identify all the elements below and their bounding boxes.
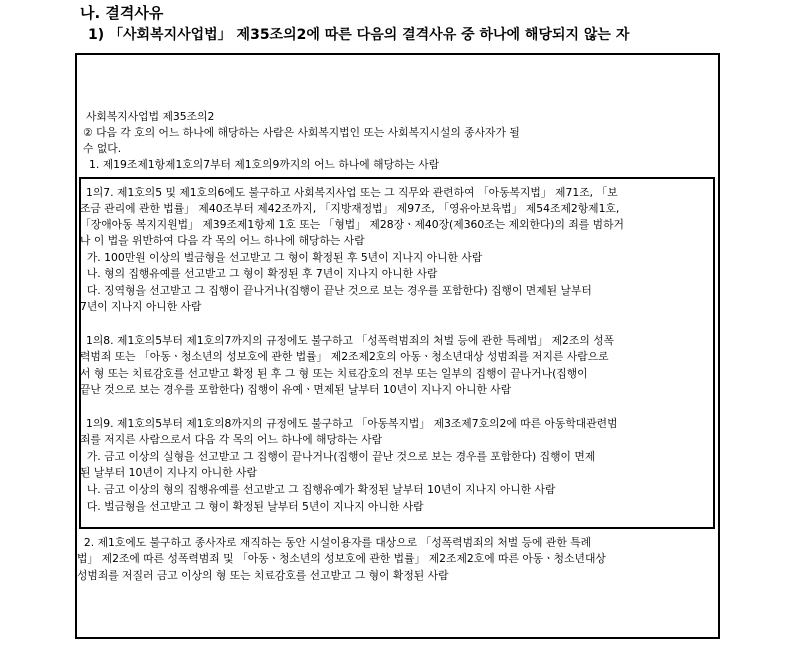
paragraph-2-line-1: ② 다음 각 호의 어느 하나에 해당하는 사람은 사회복지법인 또는 사회복지시설의 종사자가 될 <box>83 126 520 139</box>
subitem-1-9-line: 가. 금고 이상의 실형을 선고받고 그 집행이 끝나거나(집행이 끝난 것으로 보는 경우를 포함한다) 집행이 면제 <box>80 450 596 463</box>
subitem-1-9-line: 된 날부터 10년이 지나지 아니한 사람 <box>80 466 257 479</box>
item-2-line: 2. 제1호에도 불구하고 종사자로 재직하는 동안 시설이용자를 대상으로 「성폭력범죄의 처벌 등에 관한 특례 <box>77 536 592 549</box>
section-title: 나. 결격사유 <box>80 4 164 22</box>
subitem-1-9-line: 다. 벌금형을 선고받고 그 형이 확정된 날부터 5년이 지나지 아니한 사람 <box>80 500 424 513</box>
law-heading: 사회복지사업법 제35조의2 <box>86 110 215 123</box>
item-1: 1. 제19조제1항제1호의7부터 제1호의9까지의 어느 하나에 해당하는 사람 <box>89 158 440 171</box>
item-2-line: 성범죄를 저질러 금고 이상의 형 또는 치료감호를 선고받고 그 형이 확정된 사람 <box>77 569 449 582</box>
subitem-1-9-line: 1의9. 제1호의5부터 제1호의8까지의 규정에도 불구하고 「아동복지법」 제3조제7호의2에 따른 아동학대관련범 <box>86 417 618 430</box>
subitem-1-8-line: 서 형 또는 치료감호를 선고받고 확정 된 후 그 형 또는 치료감호의 전부 또는 일부의 집행이 끝나거나(집행이 <box>80 367 588 380</box>
subitem-1-7-line: 가. 100만원 이상의 벌금형을 선고받고 그 형이 확정된 후 5년이 지나지 아니한 사람 <box>80 251 483 264</box>
subitem-1-7-line: 나. 형의 집행유예를 선고받고 그 형이 확정된 후 7년이 지나지 아니한 사람 <box>80 267 438 280</box>
subitem-1-7-line: 나 이 법을 위반하여 다음 각 목의 어느 하나에 해당하는 사람 <box>80 234 365 247</box>
subitem-1-8-line: 1의8. 제1호의5부터 제1호의7까지의 규정에도 불구하고 「성폭력범죄의 처벌 등에 관한 특례법」 제2조의 성폭 <box>86 334 615 347</box>
subitem-1-9-line: 죄를 저지른 사람으로서 다음 각 목의 어느 하나에 해당하는 사람 <box>80 433 383 446</box>
subitem-1-7-line: 1의7. 제1호의5 및 제1호의6에도 불구하고 사회복지사업 또는 그 직무와 관련하여 「아동복지법」 제71조, 「보 <box>86 186 618 199</box>
subitem-1-7-line: 7년이 지나지 아니한 사람 <box>80 300 202 313</box>
item-2-line: 법」 제2조에 따른 성폭력범죄 및 「아동ㆍ청소년의 성보호에 관한 법률」 제2조제2호에 따른 아동ㆍ청소년대상 <box>77 552 606 565</box>
subitem-1-8-line: 력범죄 또는 「아동ㆍ청소년의 성보호에 관한 법률」 제2조제2호의 아동ㆍ청소년대상 성범죄를 저지른 사람으로 <box>80 350 609 363</box>
subitem-1-7-line: 조금 관리에 관한 법률」 제40조부터 제42조까지, 「지방재정법」 제97조, 「영유아보육법」 제54조제2항제1호, <box>80 202 620 215</box>
subitem-1-8-line: 끝난 것으로 보는 경우를 포함한다) 집행이 유예ㆍ면제된 날부터 10년이 지나지 아니한 사람 <box>80 383 512 396</box>
subitem-1-7-line: 다. 징역형을 선고받고 그 집행이 끝나거나(집행이 끝난 것으로 보는 경우를 포함한다) 집행이 면제된 날부터 <box>80 284 592 297</box>
paragraph-2-line-2: 수 없다. <box>83 142 122 155</box>
subitem-1-7-line: 「장애아동 복지지원법」 제39조제1항제 1호 또는 「형법」 제28장ㆍ제40장(제360조는 제외한다)의 죄를 범하거 <box>80 218 624 231</box>
subitem-1-9-line: 나. 금고 이상의 형의 집행유예를 선고받고 그 집행유예가 확정된 날부터 10년이 지나지 아니한 사람 <box>80 483 556 496</box>
subsection-title: 1) 「사회복지사업법」 제35조의2에 따른 다음의 결격사유 중 하나에 해당되지 않는 자 <box>88 27 630 43</box>
